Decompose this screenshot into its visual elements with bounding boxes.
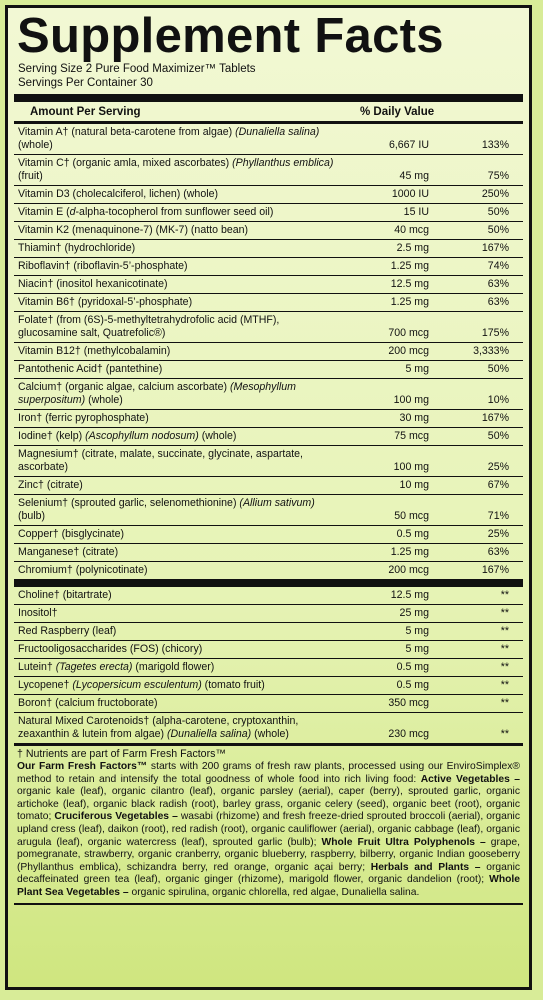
table-row [14,495,523,526]
serving-size: Serving Size 2 Pure Food Maximizer™ Tablets [18,63,256,75]
ingredient-name-pre: Red Raspberry (leaf) [18,625,117,637]
amount: 45 mg [399,170,429,182]
amount: 0.5 mg [396,528,429,540]
amount: 5 mg [405,363,429,375]
ingredient-name [14,296,339,309]
table-row [14,446,523,477]
table-row [14,713,523,743]
description-heading: Our Farm Fresh Factors™ [17,761,148,772]
ingredient-name [14,345,339,358]
daily-value: 25% [487,461,509,473]
table-row [14,240,523,258]
daily-value: 50% [487,206,509,218]
ingredient-name [14,643,339,656]
table-row [14,186,523,204]
amount: 12.5 mg [390,278,429,290]
ingredient-name [14,679,339,692]
ingredient-name-pre: Vitamin A† (natural beta-carotene from algae) [18,126,236,138]
daily-value: 75% [487,170,509,182]
table-row [14,124,523,155]
amount: 0.5 mg [396,661,429,673]
ingredient-name-pre: Inositol† [18,607,58,619]
ingredient-name-post: (whole) [85,394,123,406]
amount: 5 mg [405,643,429,655]
daily-value: ** [500,643,509,655]
ingredient-name-pre: Natural Mixed Carotenoids† (alpha-carotene, cryptoxanthin, zeaxanthin & lutein from algae) [18,715,299,740]
ingredient-name-pre: Iron† (ferric pyrophosphate) [18,412,149,424]
ingredient-name [14,188,339,201]
amount: 0.5 mg [396,679,429,691]
nutrient-list [14,124,523,579]
table-row [14,428,523,446]
daily-value: ** [500,679,509,691]
ingredient-name-pre: Vitamin B6† (pyridoxal-5’-phosphate) [18,296,193,308]
daily-value: ** [500,589,509,601]
description-text: organic decaffeinated green tea (leaf), organic ginger (rhizome), marigold flower, organic dandelion (root); [17,861,521,886]
bottom-rule [14,903,523,905]
amount: 50 mcg [394,510,429,522]
ingredient-name-it: (Tagetes erecta) [55,661,133,673]
ingredient-name-it: (Phyllanthus emblica) [232,157,334,169]
description-text: organic spirulina, organic chlorella, red algae, Dunaliella salina. [128,886,420,898]
table-row [14,659,523,677]
table-row [14,312,523,343]
daily-value: 133% [481,139,509,151]
table-row [14,641,523,659]
daily-value: 63% [487,296,509,308]
ingredient-name-pre: Calcium† (organic algae, calcium ascorbate) [18,381,230,393]
table-row [14,677,523,695]
table-header [14,102,523,121]
daily-value: 50% [487,224,509,236]
supplement-facts-panel [5,5,532,990]
daily-value: 10% [487,394,509,406]
ingredient-name [14,381,339,407]
ingredient-name-pre: Choline† (bitartrate) [18,589,112,601]
table-row [14,526,523,544]
table-row [14,562,523,579]
ingredient-name-pre: Iodine† (kelp) [18,430,86,442]
amount: 100 mg [393,461,429,473]
ingredient-name-pre: Boron† (calcium fructoborate) [18,697,158,709]
description-text: organic kale (leaf), organic cilantro (leaf), organic parsley (aerial), caper (berry), sprouted garlic, organic artichoke (leaf), organic black radish (root), barley grass, organic celery (seed), organic beet (root), organic tomato; [17,786,520,823]
other-ingredient-list [14,587,523,743]
ingredient-name-pre: Vitamin D3 (cholecalciferol, lichen) (whole) [18,188,218,200]
ingredient-name-pre: Pantothenic Acid† (pantethine) [18,363,163,375]
amount: 200 mcg [388,564,429,576]
table-row [14,477,523,495]
amount: 1000 IU [391,188,429,200]
ingredient-name [14,697,339,710]
servings-per-container: Servings Per Container 30 [18,77,153,89]
table-row [14,204,523,222]
ingredient-name-post: (bulb) [18,510,46,522]
ingredient-name [14,314,339,340]
table-row [14,605,523,623]
ingredient-name-pre: Vitamin K2 (menaquinone-7) (MK-7) (natto bean) [18,224,249,236]
amount: 5 mg [405,625,429,637]
table-row [14,410,523,428]
daily-value: ** [500,697,509,709]
amount: 350 mcg [388,697,429,709]
ingredient-name-it: (Dunaliella salina) [235,126,320,138]
farm-fresh-description [14,761,523,900]
ingredient-name-pre: Vitamin C† (organic amla, mixed ascorbates) [18,157,233,169]
ingredient-name-post: (whole) [251,728,289,740]
section-divider [14,579,523,587]
ingredient-name [14,589,339,602]
ingredient-name-post: (tomato fruit) [201,679,265,691]
amount: 2.5 mg [396,242,429,254]
ingredient-name-it: d [69,206,76,218]
daily-value: 250% [481,188,509,200]
ingredient-name-pre: Chromium† (polynicotinate) [18,564,148,576]
ingredient-name [14,661,339,674]
amount: 6,667 IU [388,139,429,151]
ingredient-name-pre: Magnesium† (citrate, malate, succinate, glycinate, aspartate, ascorbate) [18,448,303,473]
ingredient-name [14,363,339,376]
daily-value: 50% [487,430,509,442]
amount: 200 mcg [388,345,429,357]
description-heading: Herbals and Plants – [370,861,481,873]
table-row [14,155,523,186]
description-text: starts with 200 grams of fresh raw plants, processed using our EnviroSimplex® method to retain and intensify the total goodness of whole food into rich living food: [17,761,520,785]
ingredient-name-pre: Thiamin† (hydrochloride) [18,242,136,254]
daily-value: 50% [487,363,509,375]
ingredient-name-it: (Dunaliella salina) [167,728,252,740]
daily-value: 167% [481,564,509,576]
ingredient-name-pre: Folate† (from (6S)-5-methyltetrahydrofolic acid (MTHF), glucosamine salt, Quatrefolic®) [18,314,280,339]
description-heading: Whole Plant Sea Vegetables – [17,874,520,898]
ingredient-name [14,126,339,152]
amount: 230 mcg [388,728,429,740]
ingredient-name-post: (fruit) [18,170,43,182]
ingredient-name-post: (marigold flower) [132,661,215,673]
description-heading: Active Vegetables – [420,773,520,785]
ingredient-name-pre: Lutein† [18,661,56,673]
amount: 1.25 mg [390,546,429,558]
description-text: wasabi (rhizome) and fresh freeze-dried sprouted broccoli (aerial), organic upland cress (leaf), daikon (root), red radish (root), organic cauliflower (aerial), organic cabbage (leaf), organic arugula (leaf), organic watercress (leaf), sprouted garlic (bulb); [17,811,520,848]
ingredient-name-pre: Fructooligosaccharides (FOS) (chicory) [18,643,203,655]
table-row [14,222,523,240]
daily-value: ** [500,661,509,673]
ingredient-name-post: (whole) [198,430,237,442]
ingredient-name [14,715,339,741]
ingredient-name [14,607,339,620]
dv-header: % Daily Value [360,105,435,118]
ingredient-name-pre: Riboflavin† (riboflavin-5’-phosphate) [18,260,188,272]
ingredient-name [14,412,339,425]
ingredient-name-pre: Copper† (bisglycinate) [18,528,124,540]
table-row [14,361,523,379]
amount: 100 mg [393,394,429,406]
daily-value: 167% [481,242,509,254]
ingredient-name [14,224,339,237]
ingredient-name-pre: Vitamin E ( [18,206,70,218]
ingredient-name-pre: Niacin† (inositol hexanicotinate) [18,278,168,290]
ingredient-name-it: (Mesophyllum superpositum) [18,381,296,406]
amount-header: Amount Per Serving [30,105,141,118]
daily-value: 63% [487,278,509,290]
daily-value: 167% [481,412,509,424]
daily-value: ** [500,625,509,637]
ingredient-name-it: (Ascophyllum nodosum) [85,430,199,442]
table-row [14,258,523,276]
daily-value: ** [500,607,509,619]
amount: 40 mcg [394,224,429,236]
ingredient-name [14,242,339,255]
amount: 12.5 mg [390,589,429,601]
table-row [14,695,523,713]
table-row [14,379,523,410]
thick-divider [14,94,523,102]
table-row [14,276,523,294]
ingredient-name [14,278,339,291]
ingredient-name-pre: Lycopene† [18,679,73,691]
amount: 10 mg [399,479,429,491]
amount: 1.25 mg [390,260,429,272]
table-row [14,294,523,312]
daily-value: 74% [487,260,509,272]
amount: 75 mcg [394,430,429,442]
ingredient-name-pre: Selenium† (sprouted garlic, selenomethionine) [18,497,240,509]
daily-value: 63% [487,546,509,558]
table-row [14,544,523,562]
table-row [14,587,523,605]
ingredient-name-post: -alpha-tocopherol from sunflower seed oil) [75,206,274,218]
ingredient-name-pre: Vitamin B12† (methylcobalamin) [18,345,171,357]
description-heading: Cruciferous Vegetables – [54,811,178,823]
ingredient-name [14,497,339,523]
footnote: † Nutrients are part of Farm Fresh Factors™ [17,748,226,760]
ingredient-name [14,625,339,638]
ingredient-name [14,157,339,183]
ingredient-name [14,430,339,443]
amount: 700 mcg [388,327,429,339]
amount: 15 IU [403,206,429,218]
amount: 25 mg [399,607,429,619]
daily-value: 71% [487,510,509,522]
description-text: grape, pomegranate, strawberry, organic cranberry, organic blueberry, raspberry, bilberry, organic Indian gooseberry (Phyllanthus emblica), schizandra berry, red orange, organic açai berry; [17,836,520,873]
amount: 30 mg [399,412,429,424]
daily-value: 3,333% [473,345,509,357]
ingredient-name-post: (whole) [18,139,53,151]
table-row [14,623,523,641]
daily-value: 25% [487,528,509,540]
panel-title: Supplement Facts [17,9,444,63]
ingredient-name [14,479,339,492]
ingredient-name-it: (Lycopersicum esculentum) [72,679,202,691]
ingredient-name [14,546,339,559]
table-row [14,343,523,361]
ingredient-name [14,448,339,474]
ingredient-name-it: (Allium sativum) [239,497,315,509]
ingredient-name-pre: Zinc† (citrate) [18,479,83,491]
ingredient-name-pre: Manganese† (citrate) [18,546,119,558]
daily-value: ** [500,728,509,740]
daily-value: 175% [481,327,509,339]
description-heading: Whole Fruit Ultra Polyphenols – [321,836,486,848]
amount: 1.25 mg [390,296,429,308]
ingredient-name [14,528,339,541]
ingredient-name [14,564,339,577]
ingredient-name [14,206,339,219]
ingredient-name [14,260,339,273]
daily-value: 67% [487,479,509,491]
